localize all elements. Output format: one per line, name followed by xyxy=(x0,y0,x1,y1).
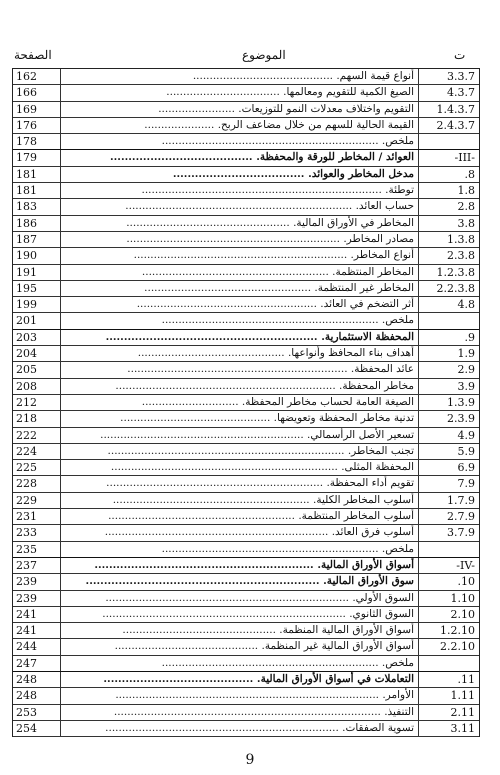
toc-section-number: 5.9 xyxy=(457,444,475,458)
toc-section-number: 4.8 xyxy=(457,298,475,312)
toc-section-number: 2.4.3.7 xyxy=(436,118,475,132)
toc-section-number: .11 xyxy=(457,672,475,686)
toc-row xyxy=(13,150,479,166)
toc-section-number: 1.10 xyxy=(450,591,475,605)
toc-section-number: .8 xyxy=(464,167,475,181)
toc-topic: أثر التضخم في العائد. ...................................................... xyxy=(61,297,419,312)
toc-row xyxy=(13,216,479,232)
toc-row xyxy=(13,558,479,574)
toc-section-number: 1.4.3.7 xyxy=(436,102,475,116)
toc-page-number: 222 xyxy=(13,428,61,443)
toc-topic: مخاطر المحفظة. .................................................................. xyxy=(61,379,419,394)
header-topic-column: الموضوع xyxy=(242,48,286,62)
toc-row xyxy=(13,672,479,688)
toc-topic: أهداف بناء المحافظ وأنواعها. ............................................ xyxy=(61,346,419,361)
toc-section-number: .10 xyxy=(457,575,475,589)
toc-row xyxy=(13,591,479,607)
toc-topic: ملخص. ................................................................. xyxy=(61,542,419,557)
toc-row xyxy=(13,705,479,721)
toc-page-number: 195 xyxy=(13,281,61,296)
toc-section-number: 2.7.9 xyxy=(447,510,475,524)
toc-section-number: 2.9 xyxy=(457,363,475,377)
toc-section-number: 2.3.8 xyxy=(447,249,475,263)
toc-row xyxy=(13,346,479,362)
toc-row xyxy=(13,411,479,427)
toc-section-number: 1.8 xyxy=(457,184,475,198)
toc-page-number: 231 xyxy=(13,509,61,524)
toc-topic: ملخص. ................................................................. xyxy=(61,313,419,328)
toc-topic: أسلوب المخاطر المنتظمة. ........................................................ xyxy=(61,509,419,524)
toc-page-number: 183 xyxy=(13,199,61,214)
toc-row xyxy=(13,281,479,297)
toc-topic: توطئة. ........................................................................ xyxy=(61,183,419,198)
toc-section-number: -III- xyxy=(454,151,475,165)
header-number-column: ت xyxy=(454,48,466,62)
toc-page-number: 191 xyxy=(13,265,61,280)
toc-section-number: 1.2.10 xyxy=(440,624,475,638)
toc-page-number: 199 xyxy=(13,297,61,312)
toc-page-number: 218 xyxy=(13,411,61,426)
toc-row xyxy=(13,460,479,476)
toc-section-number: 1.7.9 xyxy=(447,493,475,507)
toc-section-number: 3.9 xyxy=(457,379,475,393)
toc-page-number: 162 xyxy=(13,69,61,84)
toc-topic: التقويم واختلاف معدلات النمو للتوزيعات. ....................... xyxy=(61,102,419,117)
toc-section-number: 3.3.7 xyxy=(447,70,475,83)
toc-section-number: 6.9 xyxy=(457,461,475,475)
toc-row xyxy=(13,330,479,346)
toc-row xyxy=(13,493,479,509)
toc-topic: ملخص. ................................................................. xyxy=(61,134,419,149)
toc-page-number: 225 xyxy=(13,460,61,475)
toc-row xyxy=(13,167,479,183)
toc-section-number: 3.8 xyxy=(457,216,475,230)
toc-row xyxy=(13,688,479,704)
toc-row xyxy=(13,639,479,655)
toc-topic: القيمة الحالية للسهم من خلال مضاعف الربح. ..................... xyxy=(61,118,419,133)
toc-row xyxy=(13,721,479,737)
toc-topic: تسوية الصفقات. ...................................................................... xyxy=(61,721,419,736)
toc-section-number: 2.11 xyxy=(450,705,475,719)
toc-section-number: 2.8 xyxy=(457,200,475,214)
toc-section-number: 2.2.10 xyxy=(440,640,475,654)
table-of-contents xyxy=(12,68,480,737)
toc-section-number: 1.9 xyxy=(457,347,475,361)
toc-row xyxy=(13,428,479,444)
toc-row xyxy=(13,607,479,623)
toc-page-number: 181 xyxy=(13,183,61,198)
toc-topic: السوق الثانوي. ......................................................................... xyxy=(61,607,419,622)
toc-row xyxy=(13,379,479,395)
toc-section-number xyxy=(419,542,479,557)
toc-page-number: 203 xyxy=(13,330,61,345)
toc-topic: المخاطر في الأوراق المالية. ................................................. xyxy=(61,216,419,231)
toc-page-number: 212 xyxy=(13,395,61,410)
toc-section-number: 1.3.9 xyxy=(447,395,475,409)
toc-row xyxy=(13,232,479,248)
toc-topic: تجنب المخاطر. ....................................................................... xyxy=(61,444,419,459)
toc-page-number: 248 xyxy=(13,688,61,703)
toc-page-number: 204 xyxy=(13,346,61,361)
toc-page-number: 247 xyxy=(13,656,61,671)
toc-topic: أسواق الأوراق المالية المنظمة. .............................................. xyxy=(61,623,419,638)
toc-topic: سوق الأوراق المالية. ................................................................ xyxy=(61,574,419,589)
toc-section-number: 3.11 xyxy=(450,721,475,735)
toc-page-number: 253 xyxy=(13,705,61,720)
toc-page-number: 181 xyxy=(13,167,61,182)
toc-topic: التنفيذ. ................................................................................ xyxy=(61,705,419,720)
toc-row xyxy=(13,69,479,85)
toc-page-number: 254 xyxy=(13,721,61,736)
toc-page-number: 239 xyxy=(13,574,61,589)
toc-section-number: 2.3.9 xyxy=(447,412,475,426)
toc-section-number: 3.7.9 xyxy=(447,526,475,540)
toc-row xyxy=(13,542,479,558)
toc-row xyxy=(13,395,479,411)
toc-page-number: 239 xyxy=(13,591,61,606)
toc-topic: أسواق الأوراق المالية غير المنظمة. ........................................... xyxy=(61,639,419,654)
toc-topic: أسواق الأوراق المالية. ............................................................ xyxy=(61,558,419,573)
toc-page-number: 176 xyxy=(13,118,61,133)
toc-section-number: -IV- xyxy=(456,558,475,572)
toc-section-number: 2.2.3.8 xyxy=(436,281,475,295)
page-number: 9 xyxy=(245,752,255,768)
toc-page-number: 229 xyxy=(13,493,61,508)
toc-page-number: 169 xyxy=(13,102,61,117)
toc-section-number: 4.3.7 xyxy=(447,86,475,100)
toc-row xyxy=(13,574,479,590)
toc-topic: تدنية مخاطر المحفظة وتعويضها. ............................................. xyxy=(61,411,419,426)
toc-row xyxy=(13,623,479,639)
toc-section-number xyxy=(419,656,479,671)
toc-page-number: 248 xyxy=(13,672,61,687)
toc-page-number: 233 xyxy=(13,525,61,540)
toc-row xyxy=(13,525,479,541)
toc-page-number: 228 xyxy=(13,476,61,491)
toc-topic: المحفظة الاستثمارية. .......................................................... xyxy=(61,330,419,345)
toc-row xyxy=(13,118,479,134)
toc-topic: العوائد / المخاطر للورقة والمحفظة. ....................................... xyxy=(61,150,419,165)
toc-section-number: 1.11 xyxy=(450,689,475,703)
toc-row xyxy=(13,183,479,199)
toc-row xyxy=(13,85,479,101)
toc-page-number: 186 xyxy=(13,216,61,231)
toc-topic: مدخل المخاطر والعوائد. .................................... xyxy=(61,167,419,182)
toc-row xyxy=(13,248,479,264)
toc-page-number: 208 xyxy=(13,379,61,394)
toc-page-number: 179 xyxy=(13,150,61,165)
toc-page-number: 241 xyxy=(13,623,61,638)
toc-row xyxy=(13,297,479,313)
toc-section-number: 1.2.3.8 xyxy=(436,265,475,279)
toc-row xyxy=(13,444,479,460)
toc-section-number: 1.3.8 xyxy=(447,232,475,246)
toc-page-number: 166 xyxy=(13,85,61,100)
toc-topic: المخاطر غير المنتظمة. .................................................. xyxy=(61,281,419,296)
toc-section-number: 4.9 xyxy=(457,428,475,442)
toc-topic: عائد المحفظة. .................................................................. xyxy=(61,362,419,377)
toc-topic: أنواع المخاطر. ................................................................ xyxy=(61,248,419,263)
toc-page-number: 190 xyxy=(13,248,61,263)
toc-page-number: 244 xyxy=(13,639,61,654)
toc-page-number: 201 xyxy=(13,313,61,328)
toc-topic: التعاملات في أسواق الأوراق المالية. ......................................... xyxy=(61,672,419,687)
toc-row xyxy=(13,476,479,492)
toc-page-number: 178 xyxy=(13,134,61,149)
toc-row xyxy=(13,102,479,118)
toc-topic: تسعير الأصل الرأسمالي. ............................................................. xyxy=(61,428,419,443)
toc-page-number: 224 xyxy=(13,444,61,459)
toc-topic: أنواع قيمة السهم. .......................................... xyxy=(61,69,419,84)
toc-section-number: 2.10 xyxy=(450,607,475,621)
toc-page-number: 187 xyxy=(13,232,61,247)
toc-topic: الأوامر. ............................................................................... xyxy=(61,688,419,703)
toc-topic: أسلوب المخاطر الكلية. ........................................................... xyxy=(61,493,419,508)
toc-topic: المخاطر المنتظمة. ........................................................ xyxy=(61,265,419,280)
toc-topic: حساب العائد. .................................................................... xyxy=(61,199,419,214)
toc-topic: ملخص. ................................................................. xyxy=(61,656,419,671)
toc-section-number: .9 xyxy=(464,330,475,344)
toc-topic: السوق الأولي. ......................................................................... xyxy=(61,591,419,606)
header-page-column: الصفحة xyxy=(14,48,52,62)
toc-topic: مصادر المخاطر. ................................................................ xyxy=(61,232,419,247)
toc-row xyxy=(13,656,479,672)
toc-topic: أسلوب فرق العائد. ................................................................... xyxy=(61,525,419,540)
toc-page-number: 235 xyxy=(13,542,61,557)
toc-topic: الصيغ الكمية للتقويم ومعالمها. .................................. xyxy=(61,85,419,100)
toc-section-number xyxy=(419,313,479,328)
toc-topic: تقويم أداء المحفظة. ................................................................. xyxy=(61,476,419,491)
toc-page-number: 205 xyxy=(13,362,61,377)
toc-topic: المحفظة المثلى. .................................................................... xyxy=(61,460,419,475)
toc-row xyxy=(13,313,479,329)
toc-row xyxy=(13,265,479,281)
toc-row xyxy=(13,134,479,150)
toc-section-number: 7.9 xyxy=(457,477,475,491)
toc-page-number: 237 xyxy=(13,558,61,573)
toc-section-number xyxy=(419,134,479,149)
toc-topic: الصيغة العامة لحساب مخاطر المحفظة. ............................. xyxy=(61,395,419,410)
toc-row xyxy=(13,199,479,215)
toc-page-number: 241 xyxy=(13,607,61,622)
toc-row xyxy=(13,509,479,525)
toc-row xyxy=(13,362,479,378)
